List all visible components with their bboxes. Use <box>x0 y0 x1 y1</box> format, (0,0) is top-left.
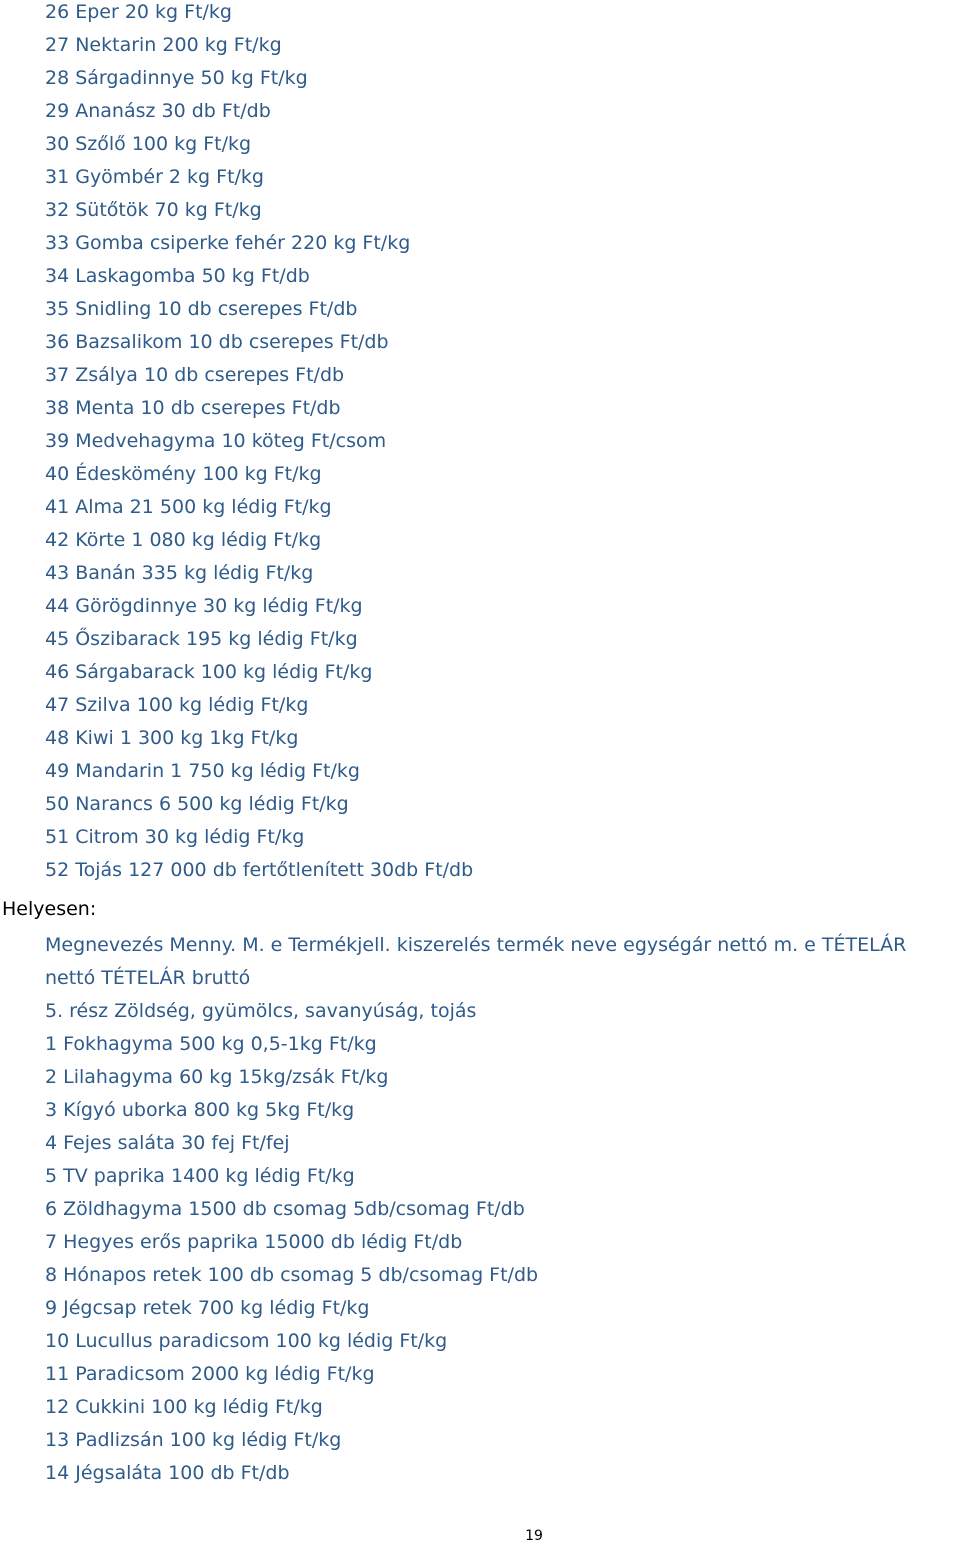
column-header-line-1: Megnevezés Menny. M. e Termékjell. kiszerelés termék neve egységár nettó m. e TÉTELÁR <box>45 934 907 956</box>
list-item: 10 Lucullus paradicsom 100 kg lédig Ft/kg <box>45 1330 448 1352</box>
list-item: 31 Gyömbér 2 kg Ft/kg <box>45 166 264 188</box>
list-item: 36 Bazsalikom 10 db cserepes Ft/db <box>45 331 389 353</box>
list-item: 6 Zöldhagyma 1500 db csomag 5db/csomag Ft/db <box>45 1198 525 1220</box>
list-item: 46 Sárgabarack 100 kg lédig Ft/kg <box>45 661 373 683</box>
list-item: 52 Tojás 127 000 db fertőtlenített 30db Ft/db <box>45 859 474 881</box>
list-item: 26 Eper 20 kg Ft/kg <box>45 1 232 23</box>
list-item: 35 Snidling 10 db cserepes Ft/db <box>45 298 358 320</box>
list-item: 14 Jégsaláta 100 db Ft/db <box>45 1462 290 1484</box>
page-number: 19 <box>525 1528 543 1544</box>
list-item: 8 Hónapos retek 100 db csomag 5 db/csomag Ft/db <box>45 1264 539 1286</box>
list-item: 2 Lilahagyma 60 kg 15kg/zsák Ft/kg <box>45 1066 389 1088</box>
list-item: 28 Sárgadinnye 50 kg Ft/kg <box>45 67 308 89</box>
list-item: 12 Cukkini 100 kg lédig Ft/kg <box>45 1396 323 1418</box>
list-item: 32 Sütőtök 70 kg Ft/kg <box>45 199 262 221</box>
list-item: 40 Édeskömény 100 kg Ft/kg <box>45 463 322 485</box>
list-item: 38 Menta 10 db cserepes Ft/db <box>45 397 341 419</box>
list-item: 48 Kiwi 1 300 kg 1kg Ft/kg <box>45 727 299 749</box>
list-item: 33 Gomba csiperke fehér 220 kg Ft/kg <box>45 232 411 254</box>
list-item: 49 Mandarin 1 750 kg lédig Ft/kg <box>45 760 360 782</box>
section-title: 5. rész Zöldség, gyümölcs, savanyúság, tojás <box>45 1000 477 1022</box>
list-item: 4 Fejes saláta 30 fej Ft/fej <box>45 1132 290 1154</box>
list-item: 11 Paradicsom 2000 kg lédig Ft/kg <box>45 1363 375 1385</box>
column-header-line-2: nettó TÉTELÁR bruttó <box>45 967 251 989</box>
list-item: 5 TV paprika 1400 kg lédig Ft/kg <box>45 1165 355 1187</box>
list-item: 3 Kígyó uborka 800 kg 5kg Ft/kg <box>45 1099 355 1121</box>
list-item: 27 Nektarin 200 kg Ft/kg <box>45 34 282 56</box>
list-item: 51 Citrom 30 kg lédig Ft/kg <box>45 826 305 848</box>
list-item: 1 Fokhagyma 500 kg 0,5-1kg Ft/kg <box>45 1033 377 1055</box>
list-item: 45 Őszibarack 195 kg lédig Ft/kg <box>45 628 358 650</box>
list-item: 7 Hegyes erős paprika 15000 db lédig Ft/db <box>45 1231 463 1253</box>
list-item: 37 Zsálya 10 db cserepes Ft/db <box>45 364 345 386</box>
list-item: 30 Szőlő 100 kg Ft/kg <box>45 133 252 155</box>
list-item: 41 Alma 21 500 kg lédig Ft/kg <box>45 496 332 518</box>
list-item: 29 Ananász 30 db Ft/db <box>45 100 271 122</box>
list-item: 34 Laskagomba 50 kg Ft/db <box>45 265 310 287</box>
list-item: 39 Medvehagyma 10 köteg Ft/csom <box>45 430 387 452</box>
list-item: 13 Padlizsán 100 kg lédig Ft/kg <box>45 1429 342 1451</box>
list-item: 42 Körte 1 080 kg lédig Ft/kg <box>45 529 322 551</box>
list-item: 43 Banán 335 kg lédig Ft/kg <box>45 562 314 584</box>
list-item: 47 Szilva 100 kg lédig Ft/kg <box>45 694 309 716</box>
list-item: 9 Jégcsap retek 700 kg lédig Ft/kg <box>45 1297 370 1319</box>
helyesen-label: Helyesen: <box>2 898 97 920</box>
list-item: 50 Narancs 6 500 kg lédig Ft/kg <box>45 793 349 815</box>
list-item: 44 Görögdinnye 30 kg lédig Ft/kg <box>45 595 363 617</box>
